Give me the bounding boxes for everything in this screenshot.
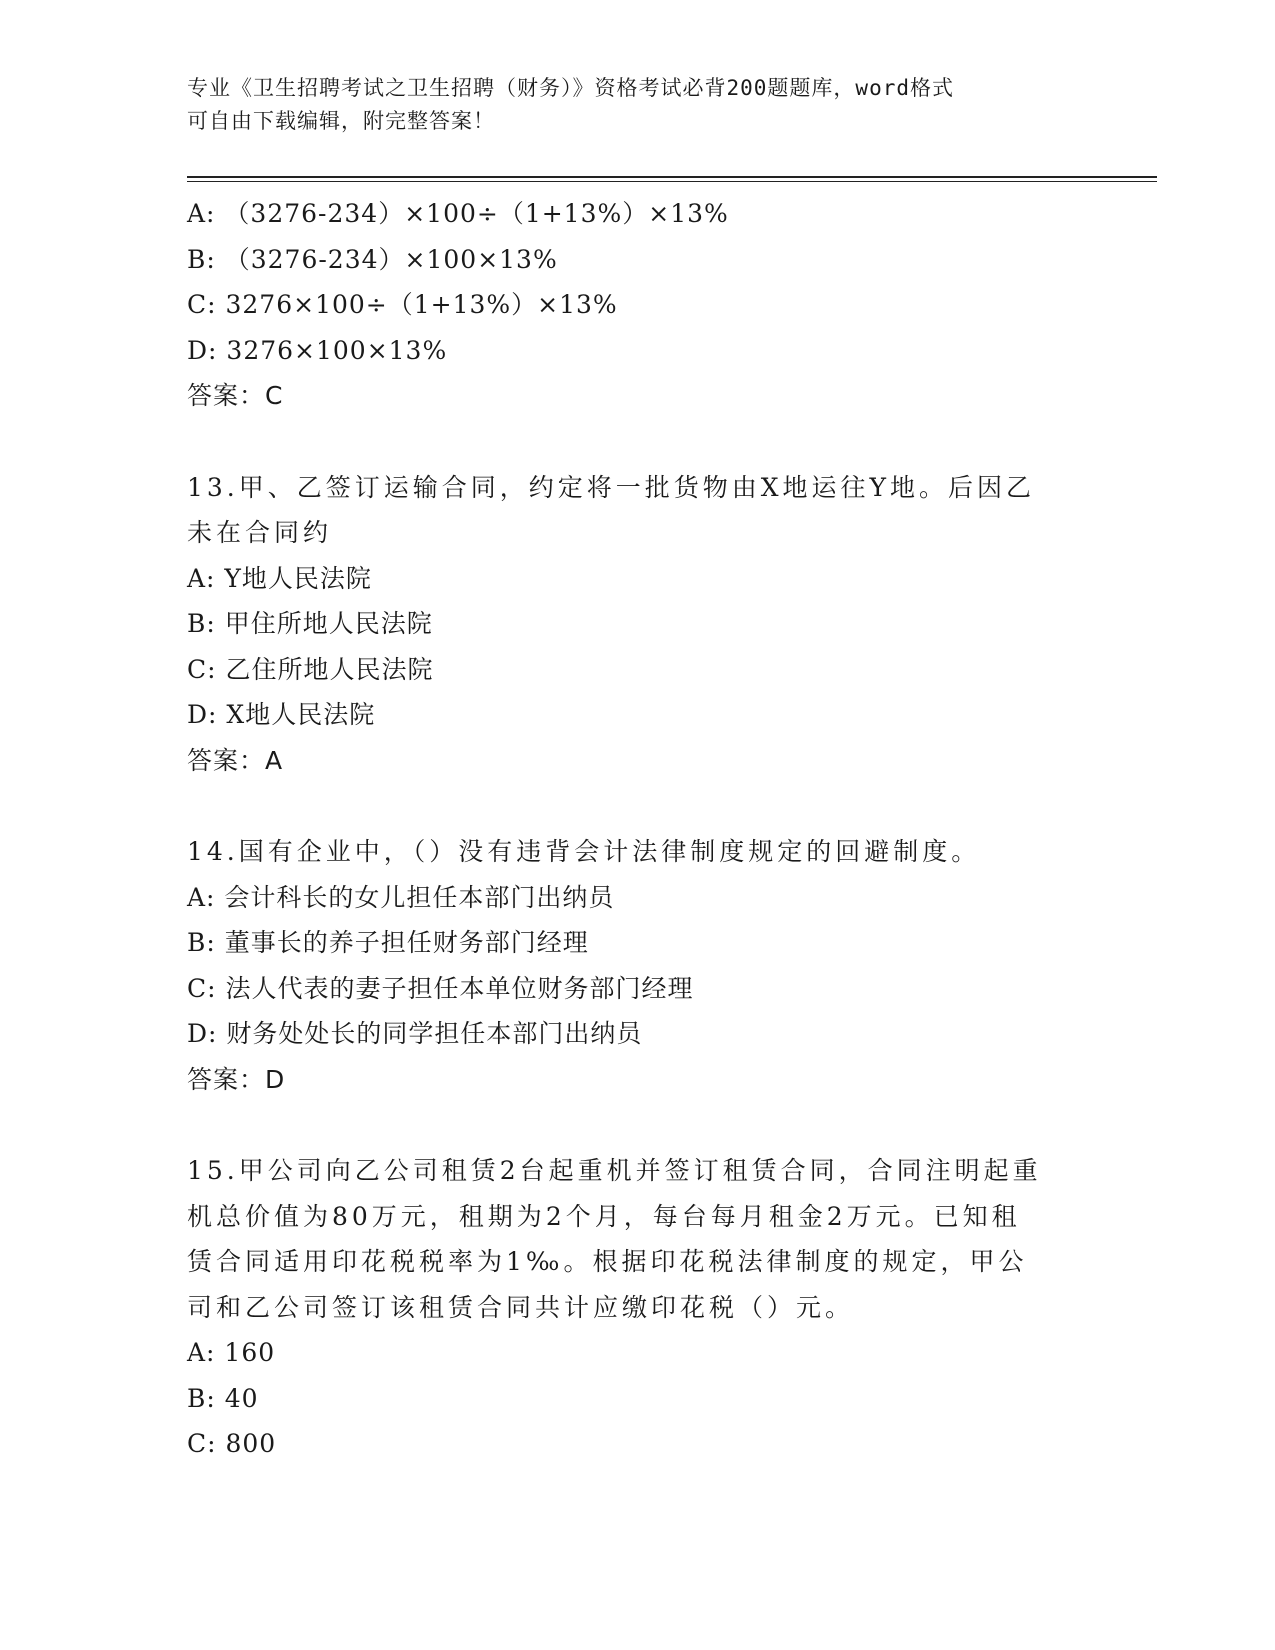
answer: 答案：C — [187, 381, 284, 410]
answer: 答案：D — [187, 1064, 286, 1094]
option-d: D: X地人民法院 — [187, 700, 376, 729]
option-b: B: 40 — [187, 1383, 259, 1413]
header-rule-thick — [187, 176, 1157, 178]
answer: 答案：A — [187, 745, 284, 775]
question-stem: 14.国有企业中，（）没有违背会计法律制度规定的回避制度。 — [187, 837, 981, 866]
header-line-1: 专业《卫生招聘考试之卫生招聘（财务）》资格考试必背200题题库，word格式 — [187, 76, 954, 100]
option-b: B: （3276-234）×100×13% — [187, 244, 558, 274]
header-rule-thin — [187, 181, 1157, 182]
header-line-2: 可自由下载编辑，附完整答案！ — [187, 109, 495, 133]
question-12 — [187, 191, 1087, 419]
question-list — [187, 191, 1087, 1513]
option-a: A: （3276-234）×100÷（1+13%）×13% — [187, 199, 729, 228]
option-c: C: 3276×100÷（1+13%）×13% — [187, 290, 618, 319]
option-a: A: 160 — [187, 1338, 276, 1367]
option-d: D: 3276×100×13% — [187, 335, 448, 365]
question-13 — [187, 465, 1087, 784]
question-14 — [187, 829, 1087, 1102]
option-c: C: 乙住所地人民法院 — [187, 654, 434, 684]
option-b: B: 董事长的养子担任财务部门经理 — [187, 928, 589, 957]
option-d: D: 财务处处长的同学担任本部门出纳员 — [187, 1019, 643, 1048]
option-b: B: 甲住所地人民法院 — [187, 609, 433, 638]
document-header — [187, 72, 1067, 138]
question-stem: 15.甲公司向乙公司租赁2台起重机并签订租赁合同，合同注明起重机总价值为80万元，租期为2个月，每台每月租金2万元。已知租赁合同适用印花税税率为1‰。根据印花税法律制度的规定，甲公司和乙公司签订该租赁合同共计应缴印花税（）元。 — [187, 1156, 1042, 1322]
option-c: C: 法人代表的妻子担任本单位财务部门经理 — [187, 973, 694, 1003]
option-c: C: 800 — [187, 1429, 277, 1458]
option-a: A: 会计科长的女儿担任本部门出纳员 — [187, 882, 615, 912]
question-15 — [187, 1148, 1087, 1467]
question-stem: 13.甲、乙签订运输合同，约定将一批货物由X地运往Y地。后因乙未在合同约 — [187, 472, 1036, 547]
option-a: A: Y地人民法院 — [187, 563, 372, 593]
